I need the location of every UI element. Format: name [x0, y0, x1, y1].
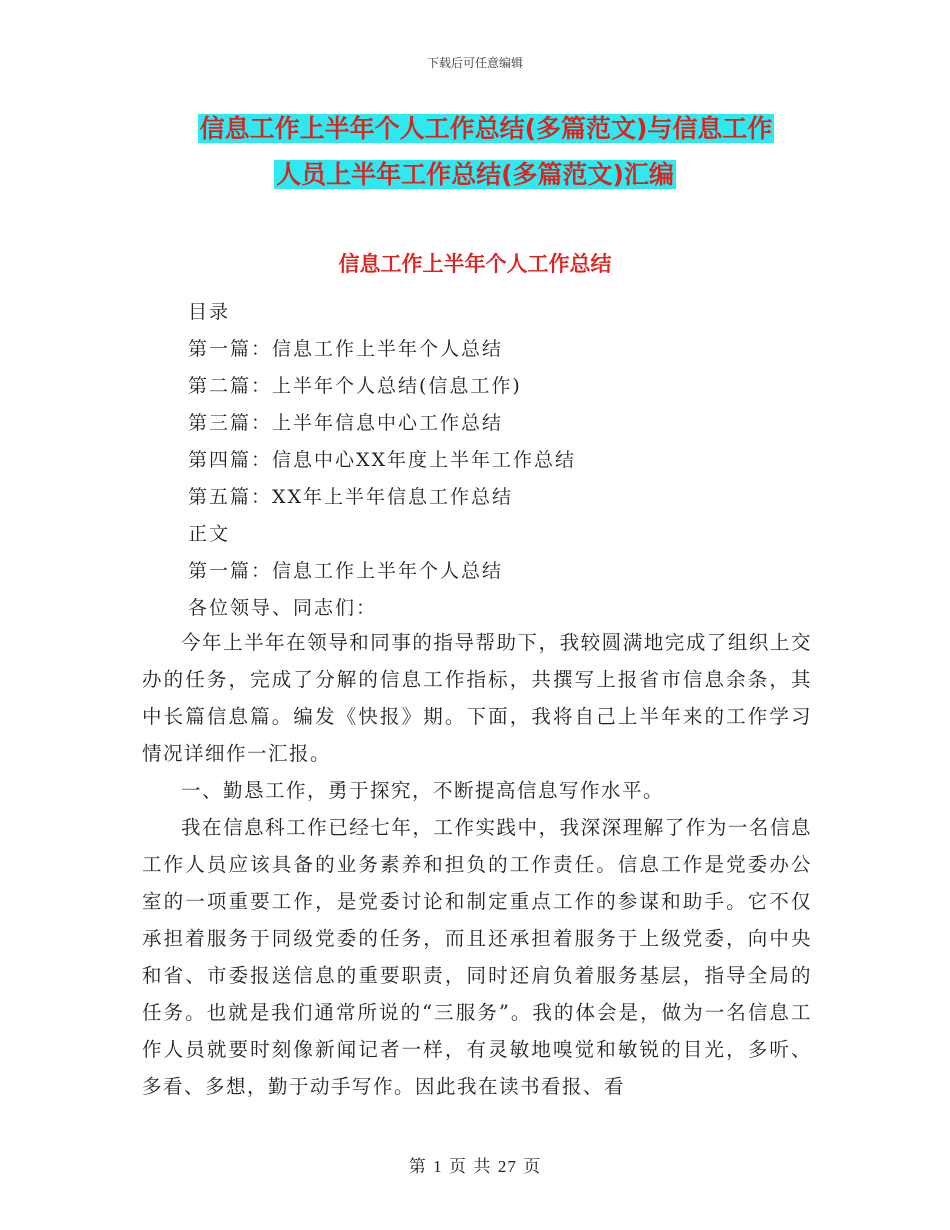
paragraph: 今年上半年在领导和同事的指导帮助下，我较圆满地完成了组织上交办的任务，完成了分解的信息工作指标，共撰写上报省市信息余条，其中长篇信息篇。编发《快报》期。下面，我将自己上半年来的工作学习情况详细作一汇报。	[142, 631, 812, 765]
body-heading: 正文	[188, 523, 231, 545]
greeting: 各位领导、同志们：	[188, 597, 378, 619]
page-total: 27	[497, 1157, 517, 1176]
toc-item: 第四篇：信息中心XX年度上半年工作总结	[188, 449, 577, 471]
table-of-contents	[188, 294, 576, 627]
paragraph: 我在信息科工作已经七年，工作实践中，我深深理解了作为一名信息工作人员应该具备的业务素养和担负的工作责任。信息工作是党委办公室的一项重要工作，是党委讨论和制定重点工作的参谋和助手。它不仅承担着服务于同级党委的任务，而且还承担着服务于上级党委，向中央和省、市委报送信息的重要职责，同时还肩负着服务基层，指导全局的任务。也就是我们通常所说的“三服务”。我的体会是，做为一名信息工作人员就要时刻像新闻记者一样，有灵敏地嗅觉和敏锐的目光，多听、多看、多想，勤于动手写作。因此我在读书看报、看	[142, 816, 812, 1098]
page-number: 1	[433, 1157, 443, 1176]
header-note: 下载后可任意编辑	[426, 56, 523, 70]
footer-middle: 页 共	[449, 1157, 492, 1177]
title-highlight-2: 人员上半年工作总结(多篇范文)汇编	[276, 160, 674, 189]
footer-suffix: 页	[523, 1157, 542, 1177]
footer-prefix: 第	[408, 1157, 427, 1177]
toc-heading: 目录	[188, 301, 231, 323]
document-title-line-2	[0, 158, 950, 192]
document-title-line-1	[0, 112, 950, 146]
toc-item: 第五篇：XX年上半年信息工作总结	[188, 486, 514, 508]
body-text	[142, 624, 812, 1105]
first-article-title: 第一篇：信息工作上半年个人总结	[188, 560, 504, 582]
section-title: 信息工作上半年个人工作总结	[338, 252, 612, 276]
toc-item: 第三篇：上半年信息中心工作总结	[188, 412, 504, 434]
paragraph: 一、勤恳工作，勇于探究，不断提高信息写作水平。	[181, 779, 665, 802]
page-footer	[0, 1152, 950, 1177]
toc-item: 第一篇：信息工作上半年个人总结	[188, 338, 504, 360]
title-highlight-1: 信息工作上半年个人工作总结(多篇范文)与信息工作	[199, 114, 773, 143]
toc-item: 第二篇：上半年个人总结(信息工作)	[188, 375, 522, 397]
